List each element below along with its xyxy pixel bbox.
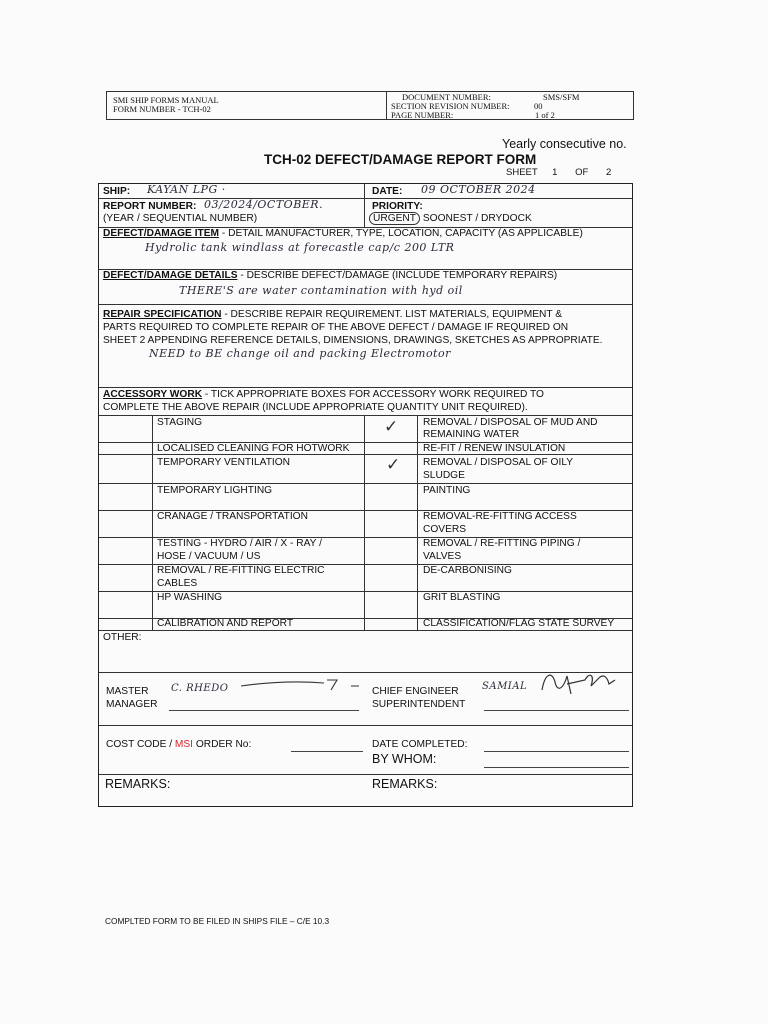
doc-number-value: SMS/SFM bbox=[543, 92, 580, 102]
priority-rest: SOONEST / DRYDOCK bbox=[422, 213, 532, 224]
ship-label: SHIP: bbox=[103, 186, 131, 197]
repair-spec-desc3: SHEET 2 APPENDING REFERENCE DETAILS, DIMENSIONS, DRAWINGS, SKETCHES AS APPROPRIATE. bbox=[103, 335, 603, 346]
defect-item-value: Hydrolic tank windlass at forecastle cap/c 200 LTR bbox=[145, 241, 455, 254]
date-label: DATE: bbox=[372, 186, 403, 197]
remarks-left-label: REMARKS: bbox=[105, 777, 171, 791]
other-label: OTHER: bbox=[103, 632, 142, 643]
remarks-right-label: REMARKS: bbox=[372, 777, 438, 791]
defect-details-label: DEFECT/DAMAGE DETAILS bbox=[103, 270, 238, 281]
report-number-hint: (YEAR / SEQUENTIAL NUMBER) bbox=[103, 213, 258, 224]
accessory-right-0: REMOVAL / DISPOSAL OF MUD AND bbox=[423, 417, 598, 428]
sheet-total: 2 bbox=[605, 167, 612, 178]
accessory-right-5: REMOVAL / RE-FITTING PIPING / bbox=[423, 538, 581, 549]
form-header-box bbox=[106, 91, 634, 120]
accessory-right-4: REMOVAL-RE-FITTING ACCESS bbox=[423, 511, 577, 522]
accessory-right-1: RE-FIT / RENEW INSULATION bbox=[423, 443, 566, 454]
defect-item-heading bbox=[103, 228, 583, 240]
master-signature bbox=[239, 677, 361, 693]
yearly-consecutive-label: Yearly consecutive no. bbox=[502, 137, 627, 151]
form-number: FORM NUMBER - TCH-02 bbox=[113, 104, 211, 114]
cost-code-label-a: COST CODE / bbox=[106, 739, 175, 750]
accessory-tick-0[interactable]: ✓ bbox=[384, 417, 399, 437]
accessory-desc1: - TICK APPROPRIATE BOXES FOR ACCESSORY WORK REQUIRED TO bbox=[202, 389, 544, 400]
accessory-right-3: PAINTING bbox=[423, 485, 471, 496]
defect-details-heading bbox=[103, 270, 557, 282]
manual-name: SMI SHIP FORMS MANUAL bbox=[113, 95, 219, 105]
priority-label: PRIORITY: bbox=[372, 201, 423, 212]
repair-spec-heading bbox=[103, 309, 562, 321]
accessory-right-6: DE-CARBONISING bbox=[423, 565, 512, 576]
accessory-left-1: LOCALISED CLEANING FOR HOTWORK bbox=[157, 443, 350, 454]
master-label: MASTER bbox=[106, 686, 149, 697]
ship-value: KAYAN LPG · bbox=[147, 183, 226, 196]
defect-item-label: DEFECT/DAMAGE ITEM bbox=[103, 228, 220, 239]
date-completed-label: DATE COMPLETED: bbox=[372, 739, 468, 750]
page-number-value: 1 of 2 bbox=[535, 110, 555, 120]
accessory-left-6: REMOVAL / RE-FITTING ELECTRIC bbox=[157, 565, 325, 576]
page-title: TCH-02 DEFECT/DAMAGE REPORT FORM bbox=[264, 152, 537, 167]
accessory-desc2: COMPLETE THE ABOVE REPAIR (INCLUDE APPROPRIATE QUANTITY UNIT REQUIRED). bbox=[103, 402, 528, 413]
cost-code-label-b: ORDER No: bbox=[193, 739, 252, 750]
accessory-left-0: STAGING bbox=[157, 417, 203, 428]
defect-item-desc: - DETAIL MANUFACTURER, TYPE, LOCATION, CAPACITY (AS APPLICABLE) bbox=[219, 228, 583, 239]
accessory-left2-6: CABLES bbox=[157, 578, 198, 589]
accessory-right-7: GRIT BLASTING bbox=[423, 592, 501, 603]
accessory-right2-2: SLUDGE bbox=[423, 470, 465, 481]
chief-engineer-label: CHIEF ENGINEER bbox=[372, 686, 459, 697]
repair-spec-label: REPAIR SPECIFICATION bbox=[103, 309, 222, 320]
accessory-left-7: HP WASHING bbox=[157, 592, 223, 603]
report-number-value: 03/2024/OCTOBER. bbox=[204, 198, 324, 211]
msi-label: MSI bbox=[174, 739, 193, 750]
accessory-left2-5: HOSE / VACUUM / US bbox=[157, 551, 261, 562]
repair-spec-value: NEED to BE change oil and packing Electromotor bbox=[149, 347, 451, 360]
repair-spec-desc2: PARTS REQUIRED TO COMPLETE REPAIR OF THE ABOVE DEFECT / DAMAGE IF REQUIRED ON bbox=[103, 322, 569, 333]
priority-options bbox=[369, 213, 532, 225]
accessory-left-5: TESTING - HYDRO / AIR / X - RAY / bbox=[157, 538, 322, 549]
superintendent-label: SUPERINTENDENT bbox=[372, 699, 466, 710]
accessory-left-4: CRANAGE / TRANSPORTATION bbox=[157, 511, 308, 522]
chief-engineer-value: SAMIAL bbox=[482, 681, 528, 692]
priority-urgent-circled: URGENT bbox=[369, 212, 420, 225]
chief-engineer-signature bbox=[537, 668, 627, 698]
sheet-number: 1 bbox=[552, 167, 558, 178]
section-revision-label: SECTION REVISION NUMBER: bbox=[391, 101, 510, 111]
date-value: 09 OCTOBER 2024 bbox=[421, 183, 536, 196]
footer-note: COMPLTED FORM TO BE FILED IN SHIPS FILE – C/E 10.3 bbox=[105, 916, 330, 926]
accessory-left-2: TEMPORARY VENTILATION bbox=[157, 457, 291, 468]
accessory-right-2: REMOVAL / DISPOSAL OF OILY bbox=[423, 457, 574, 468]
sheet-indicator bbox=[506, 167, 611, 178]
report-number-label: REPORT NUMBER: bbox=[103, 201, 197, 212]
by-whom-label: BY WHOM: bbox=[372, 752, 437, 766]
accessory-left-3: TEMPORARY LIGHTING bbox=[157, 485, 273, 496]
master-value: C. RHEDO bbox=[171, 683, 229, 694]
section-revision-value: 00 bbox=[534, 101, 543, 111]
defect-report-form bbox=[98, 183, 633, 807]
accessory-right2-0: REMAINING WATER bbox=[423, 429, 520, 440]
accessory-right-8: CLASSIFICATION/FLAG STATE SURVEY bbox=[423, 618, 615, 629]
sheet-of: OF bbox=[575, 167, 589, 178]
accessory-label: ACCESSORY WORK bbox=[103, 389, 203, 400]
accessory-right2-4: COVERS bbox=[423, 524, 467, 535]
manager-label: MANAGER bbox=[106, 699, 158, 710]
sheet-label: SHEET bbox=[506, 167, 538, 178]
repair-spec-desc1: - DESCRIBE REPAIR REQUIREMENT. LIST MATERIALS, EQUIPMENT & bbox=[221, 309, 563, 320]
defect-details-value: THERE'S are water contamination with hyd oil bbox=[179, 284, 463, 297]
accessory-right2-5: VALVES bbox=[423, 551, 462, 562]
accessory-heading bbox=[103, 389, 544, 401]
accessory-left-8: CALIBRATION AND REPORT bbox=[157, 618, 294, 629]
doc-number-label: DOCUMENT NUMBER: bbox=[402, 92, 491, 102]
accessory-tick-2[interactable]: ✓ bbox=[386, 455, 401, 475]
cost-code-label bbox=[106, 739, 251, 751]
defect-details-desc: - DESCRIBE DEFECT/DAMAGE (INCLUDE TEMPORARY REPAIRS) bbox=[237, 270, 558, 281]
page-number-label: PAGE NUMBER: bbox=[391, 110, 454, 120]
